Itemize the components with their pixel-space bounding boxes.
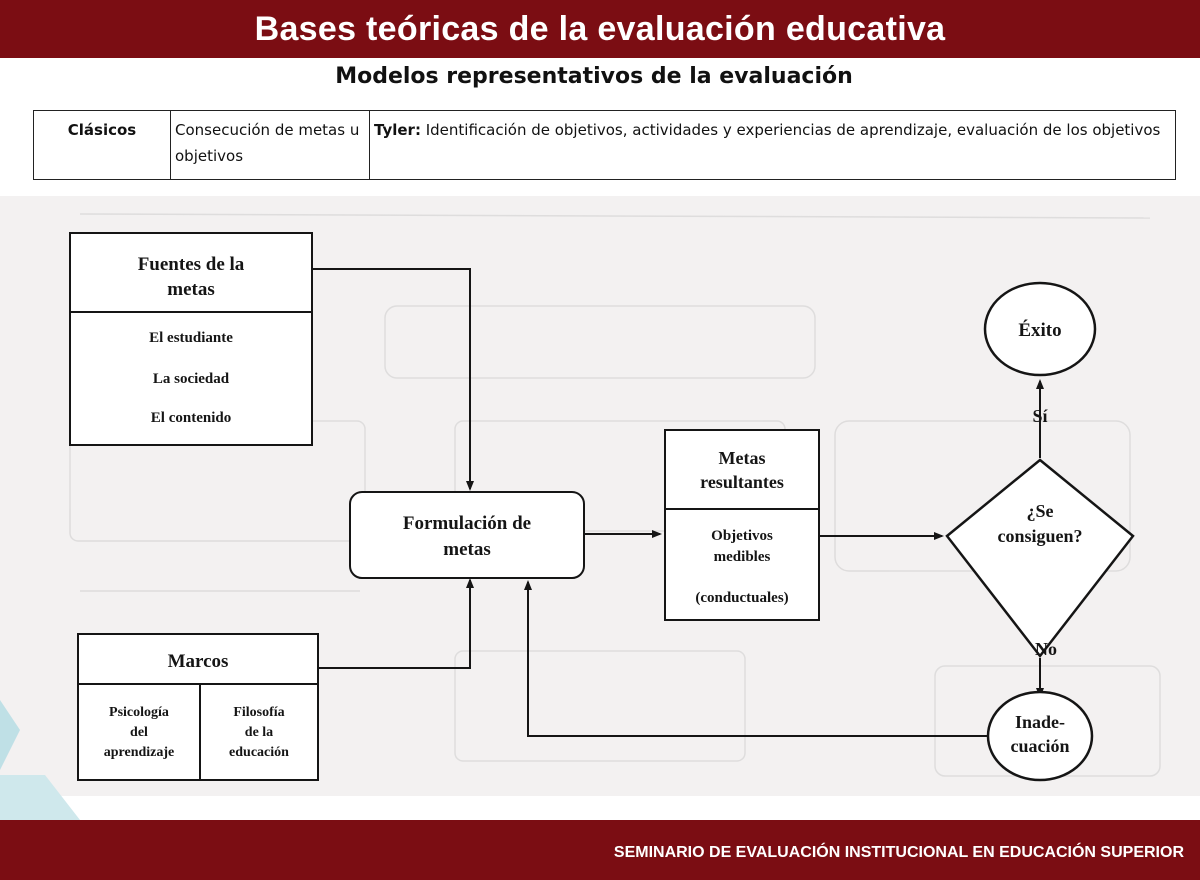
fuentes-item: El estudiante xyxy=(149,330,233,346)
inadecuacion-line1: Inade- xyxy=(1014,712,1066,732)
fuentes-item: El contenido xyxy=(150,410,232,426)
si-label: Sí xyxy=(1032,406,1048,426)
metas-resultantes-line: Objetivos xyxy=(711,528,773,544)
author-description: Identificación de objetivos, actividades y experiencias de aprendizaje, evaluación de los objetivos xyxy=(425,121,1161,139)
models-table xyxy=(33,110,1176,180)
marcos-title: Marcos xyxy=(167,651,229,672)
no-label: No xyxy=(1035,639,1057,659)
formulacion-line2: metas xyxy=(443,539,491,560)
marcos-box xyxy=(78,634,318,780)
fuentes-box xyxy=(70,233,312,445)
author-name: Tyler: xyxy=(374,121,421,139)
fuentes-item: La sociedad xyxy=(152,371,230,387)
formulacion-line1: Formulación de xyxy=(402,513,532,534)
approach-cell: Consecución de metas u objetivos xyxy=(171,111,370,180)
slide-title: Bases teóricas de la evaluación educativa xyxy=(0,0,1200,58)
metas-resultantes-title-line2: resultantes xyxy=(700,472,784,492)
marcos-right-line: Filosofía xyxy=(233,705,285,720)
fuentes-title-line1: Fuentes de la xyxy=(137,254,245,275)
table-row xyxy=(34,111,1176,180)
exito-label: Éxito xyxy=(1018,320,1062,341)
formulacion-box xyxy=(350,492,584,578)
footer-bar xyxy=(0,820,1200,880)
slide-subtitle: Modelos representativos de la evaluación xyxy=(335,64,853,89)
inadecuacion-line2: cuación xyxy=(1010,736,1070,756)
marcos-right-line: de la xyxy=(244,725,274,740)
decision-line2: consiguen? xyxy=(997,526,1083,546)
decision-line1: ¿Se xyxy=(1026,501,1054,521)
marcos-left-line: del xyxy=(130,725,148,740)
metas-resultantes-line: medibles xyxy=(713,549,771,565)
footer-text: SEMINARIO DE EVALUACIÓN INSTITUCIONAL EN EDUCACIÓN SUPERIOR xyxy=(613,844,1184,861)
fuentes-title-line2: metas xyxy=(167,279,215,300)
description-cell xyxy=(370,111,1176,180)
metas-resultantes-title-line1: Metas xyxy=(718,448,766,468)
marcos-right-line: educación xyxy=(229,745,289,760)
inadecuacion-node xyxy=(988,692,1092,780)
marcos-left-line: aprendizaje xyxy=(103,745,175,760)
metas-resultantes-line: (conductuales) xyxy=(695,590,789,606)
tyler-model-diagram xyxy=(0,196,1200,796)
decorative-corner-shape xyxy=(0,690,90,820)
category-cell: Clásicos xyxy=(34,111,171,180)
metas-resultantes-box xyxy=(665,430,819,620)
formulacion-frame xyxy=(350,492,584,578)
exito-node xyxy=(985,283,1095,375)
marcos-left-line: Psicología xyxy=(109,705,169,720)
